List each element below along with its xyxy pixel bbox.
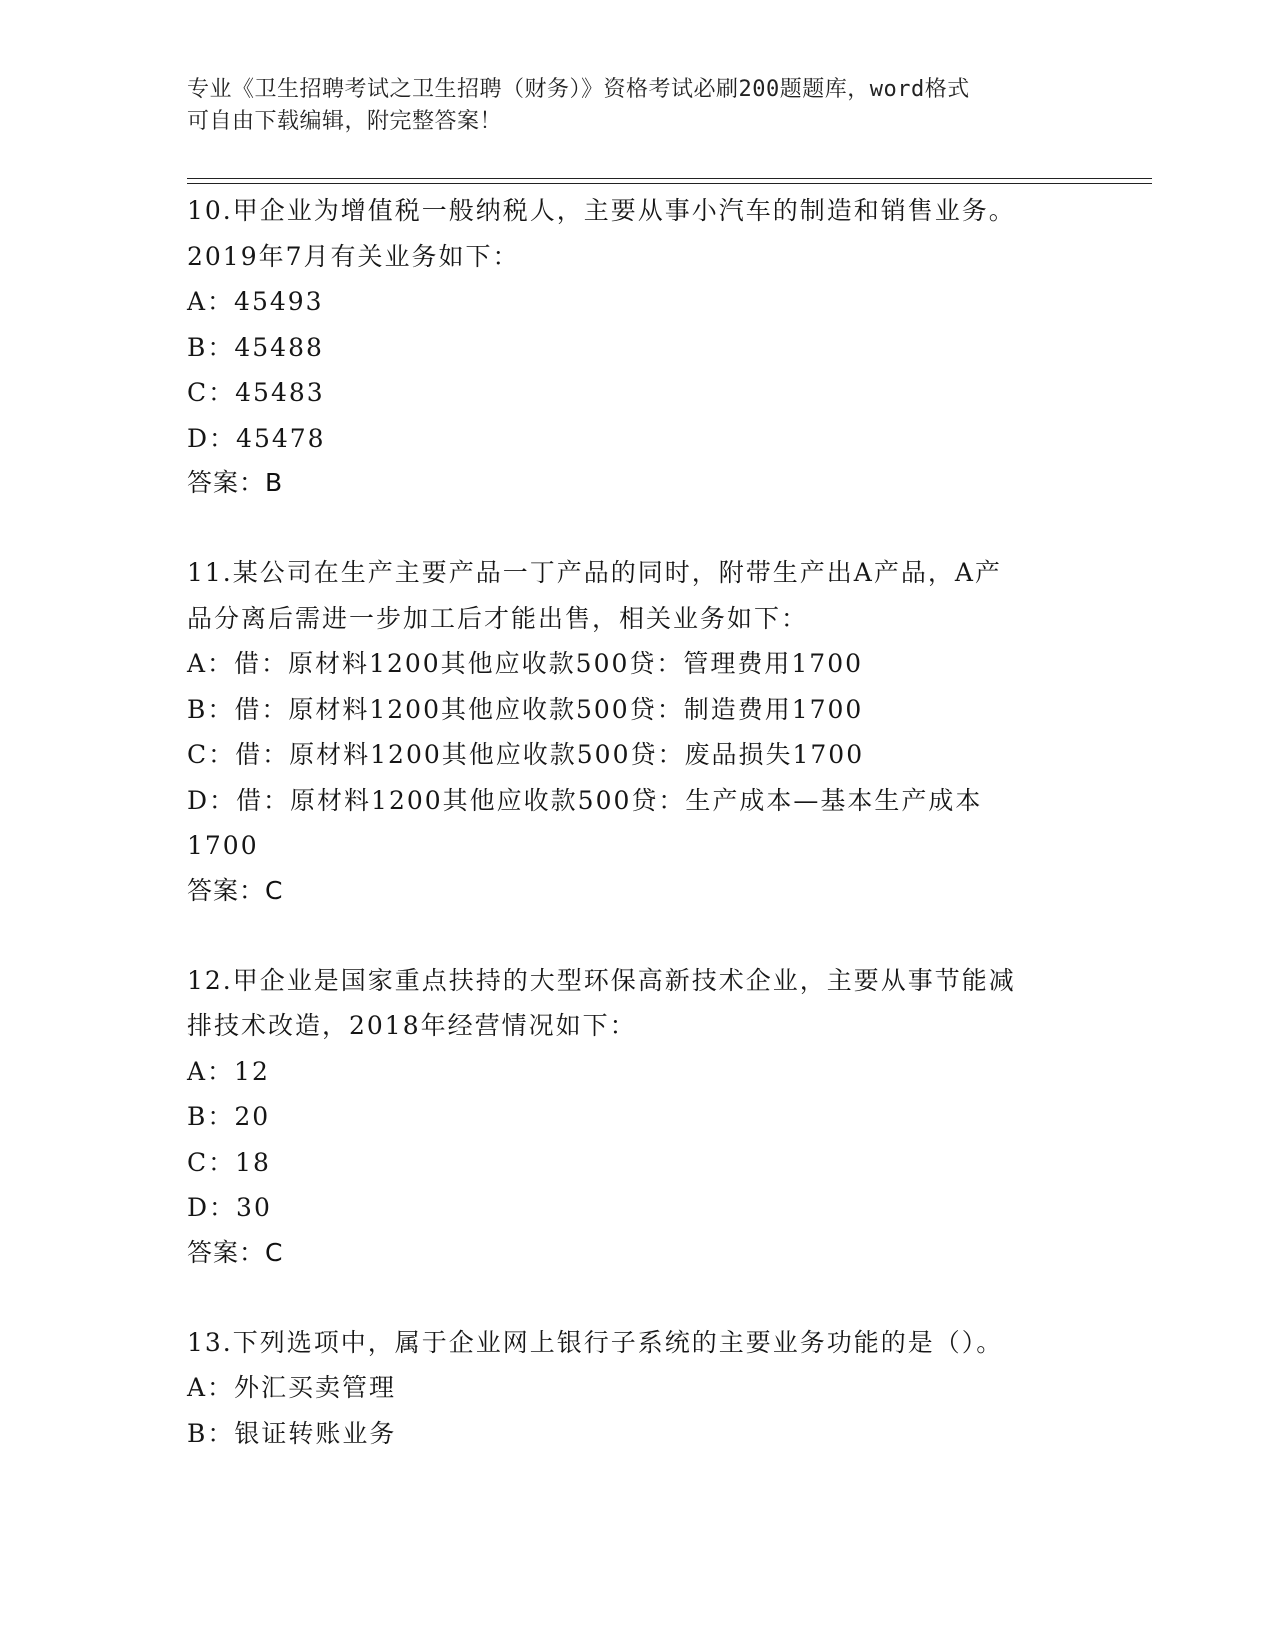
- answer-key: 答案：C: [187, 875, 284, 905]
- header-line-1: 专业《卫生招聘考试之卫生招聘（财务）》资格考试必刷200题题库，word格式: [187, 77, 970, 102]
- header-divider-top: [187, 178, 1152, 179]
- option-b: B：20: [187, 1102, 271, 1131]
- option-b: B：银证转账业务: [187, 1418, 397, 1448]
- question-list: [187, 188, 1087, 1501]
- option-a: A：借：原材料1200其他应收款500贷：管理费用1700: [187, 649, 864, 678]
- question-10: [187, 188, 1087, 505]
- answer-key: 答案：B: [187, 468, 284, 497]
- option-a: A：12: [187, 1056, 270, 1086]
- question-11: [187, 550, 1087, 913]
- option-c: C：45483: [187, 378, 325, 407]
- question-stem: 13.下列选项中，属于企业网上银行子系统的主要业务功能的是（）。: [187, 1327, 1004, 1357]
- option-d: D：45478: [187, 423, 326, 453]
- document-header: [187, 74, 1067, 138]
- option-b: B：45488: [187, 332, 324, 362]
- option-d: D：借：原材料1200其他应收款500贷：生产成本—基本生产成本: [187, 785, 983, 815]
- option-d: D：30: [187, 1193, 272, 1222]
- question-13: [187, 1320, 1087, 1457]
- header-line-2: 可自由下载编辑，附完整答案！: [187, 109, 503, 134]
- question-stem: 11.某公司在生产主要产品一丁产品的同时，附带生产出A产品，A产: [187, 558, 1002, 587]
- question-stem: 排技术改造，2018年经营情况如下：: [187, 1011, 637, 1040]
- question-stem: 10.甲企业为增值税一般纳税人，主要从事小汽车的制造和销售业务。: [187, 196, 1016, 225]
- option-b: B：借：原材料1200其他应收款500贷：制造费用1700: [187, 694, 864, 724]
- question-12: [187, 958, 1087, 1275]
- option-a: A：45493: [187, 287, 324, 316]
- option-c: C：借：原材料1200其他应收款500贷：废品损失1700: [187, 740, 865, 769]
- question-stem: 12.甲企业是国家重点扶持的大型环保高新技术企业，主要从事节能减: [187, 965, 1016, 995]
- header-divider-bottom: [187, 183, 1152, 184]
- option-a: A：外汇买卖管理: [187, 1373, 397, 1402]
- option-c: C：18: [187, 1147, 271, 1177]
- answer-key: 答案：C: [187, 1237, 284, 1267]
- option-d-continued: 1700: [187, 831, 259, 860]
- question-stem: 品分离后需进一步加工后才能出售，相关业务如下：: [187, 603, 809, 633]
- question-stem: 2019年7月有关业务如下：: [187, 241, 520, 271]
